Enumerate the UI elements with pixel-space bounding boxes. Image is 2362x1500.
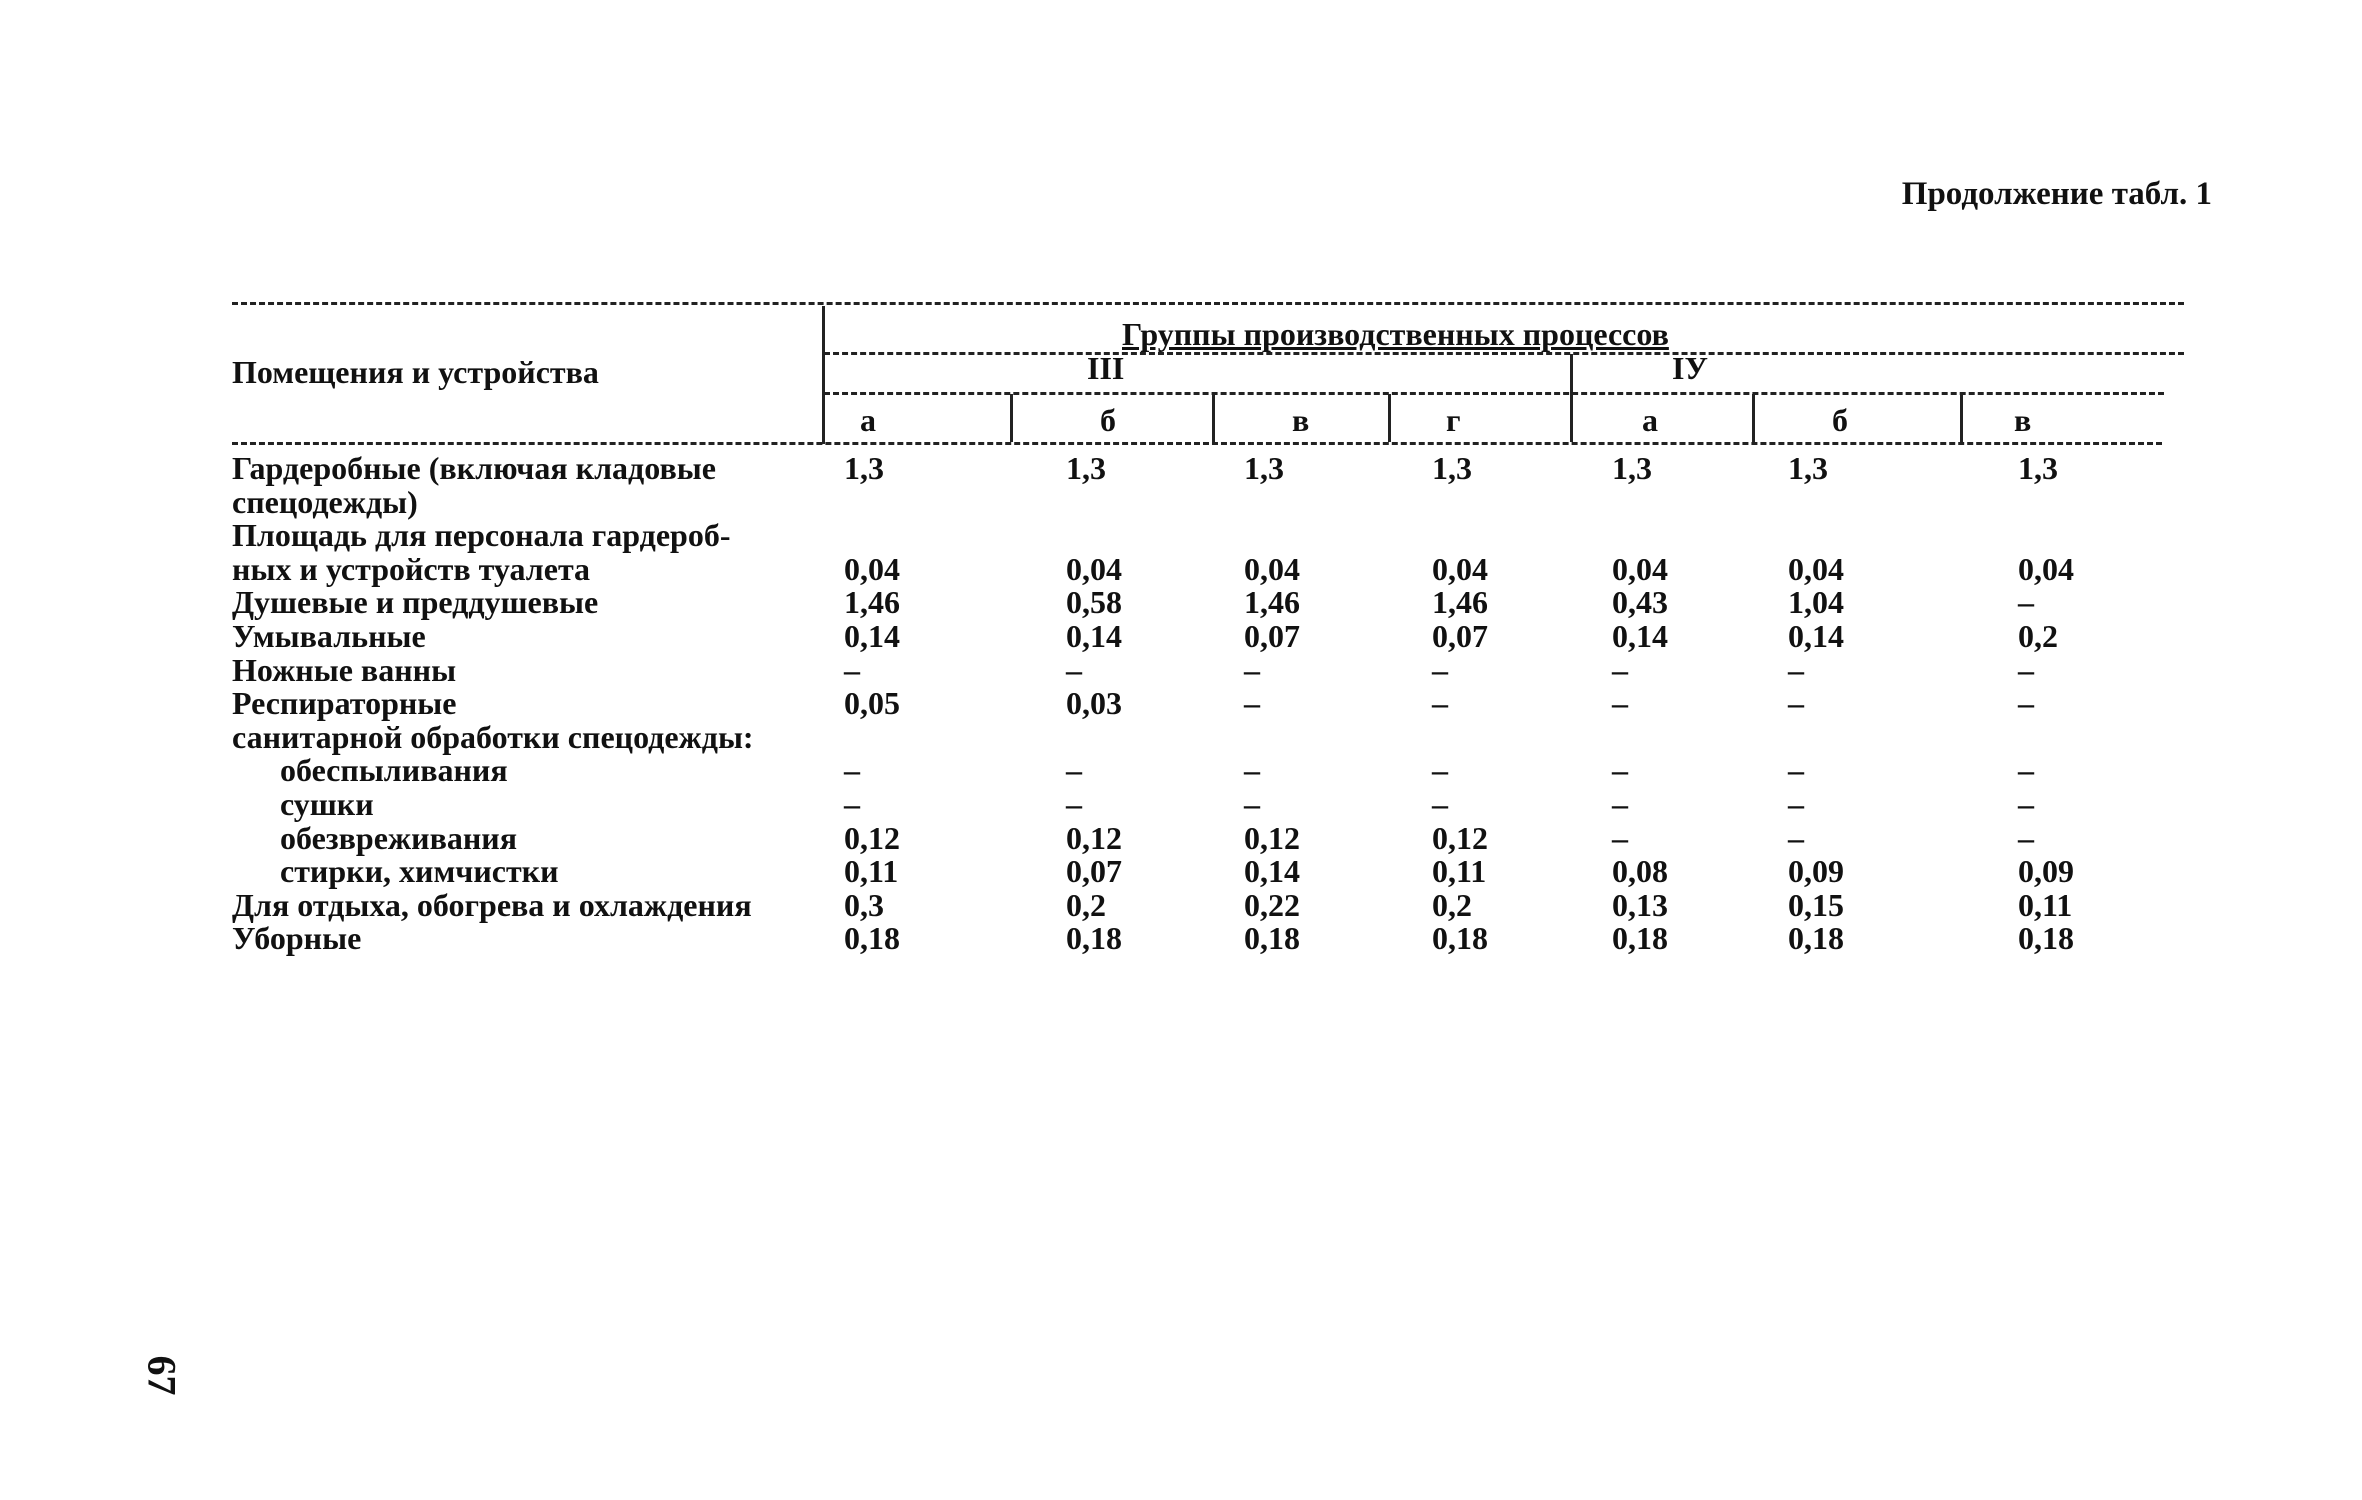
table-cell: 0,18	[1244, 920, 1300, 957]
table-cell: 0,09	[1788, 853, 1844, 890]
table-cell: 0,18	[1432, 920, 1488, 957]
table-cell: 0,13	[1612, 886, 1668, 923]
table-row	[232, 519, 2184, 586]
row-label	[232, 586, 822, 620]
table-cell: 0,11	[1432, 853, 1487, 890]
table-cell: 0,12	[1066, 819, 1122, 856]
row-label-line: Умывальные	[232, 617, 426, 654]
table-cell: 0,04	[1788, 550, 1844, 587]
table-cell: 0,03	[1066, 685, 1122, 722]
row-label	[232, 519, 822, 586]
table-cell: 0,04	[1612, 550, 1668, 587]
table-cell: 0,2	[1432, 886, 1472, 923]
table-cell: –	[1788, 685, 1804, 722]
table-cell: 0,18	[2018, 920, 2074, 957]
group-header: Группы производственных процессов	[1122, 316, 1669, 352]
group-label-iv: IУ	[1672, 350, 1708, 386]
table-cell: 0,18	[1788, 920, 1844, 957]
table-cell: –	[1432, 651, 1448, 688]
table-cell: 0,12	[844, 819, 900, 856]
table-cell: –	[2018, 819, 2034, 856]
table-cell: 0,15	[1788, 886, 1844, 923]
table-row	[232, 617, 2184, 654]
table-row	[232, 651, 2184, 688]
table-cell: 0,09	[2018, 853, 2074, 890]
table-row	[232, 819, 2184, 856]
row-label-line: Гардеробные (включая кладовые	[232, 450, 716, 486]
row-label	[232, 855, 822, 889]
table-cell: –	[1432, 752, 1448, 789]
table-cell: –	[1066, 785, 1082, 822]
table-caption: Продолжение табл. 1	[1901, 176, 2212, 212]
table-cell: –	[1612, 819, 1628, 856]
table-cell: –	[1244, 651, 1260, 688]
table-cell: 1,3	[844, 450, 884, 486]
table-cell: 0,04	[844, 550, 900, 587]
header-divider	[822, 306, 825, 444]
table-cell: 0,3	[844, 886, 884, 923]
table-cell: 1,46	[1244, 584, 1300, 621]
column-divider	[1010, 394, 1013, 442]
table-cell: 0,2	[2018, 617, 2058, 654]
group-label-iii: III	[1087, 350, 1125, 386]
row-label	[232, 718, 822, 755]
row-label	[232, 687, 822, 721]
row-label	[232, 651, 822, 688]
table-cell: –	[844, 785, 860, 822]
table-row	[232, 754, 2184, 788]
row-label	[232, 922, 822, 956]
table-cell: –	[1612, 785, 1628, 822]
table-row	[232, 452, 2184, 519]
table-cell: –	[1432, 685, 1448, 722]
table-cell: –	[2018, 584, 2034, 621]
table-cell: –	[1066, 752, 1082, 789]
row-label-line: обеспыливания	[280, 752, 508, 789]
table-cell: 0,43	[1612, 584, 1668, 621]
column-divider	[1960, 394, 1963, 442]
table-cell: 1,3	[1066, 450, 1106, 486]
table-row	[232, 886, 2184, 923]
row-label-line: сушки	[280, 785, 374, 822]
table-cell: 0,14	[844, 617, 900, 654]
table-cell: –	[1788, 785, 1804, 822]
row-label-line: Площадь для персонала гардероб-	[232, 517, 731, 554]
table-cell: –	[2018, 685, 2034, 722]
table-cell: 0,11	[844, 853, 899, 890]
row-label-line: Ножные ванны	[232, 651, 457, 688]
header-bottom-rule	[232, 442, 2162, 445]
table-cell: –	[1788, 651, 1804, 688]
table-cell: 0,2	[1066, 886, 1106, 923]
row-label	[232, 886, 822, 923]
row-label-line: обезвреживания	[280, 819, 518, 856]
table-cell: –	[2018, 752, 2034, 789]
table-cell: 0,07	[1066, 853, 1122, 890]
table-cell: –	[1788, 752, 1804, 789]
table-row	[232, 785, 2184, 822]
table-cell: –	[1244, 685, 1260, 722]
table-cell: 1,3	[2018, 450, 2058, 486]
subheader-iii-a: а	[860, 402, 876, 438]
table-cell: –	[1244, 752, 1260, 789]
row-label-line: санитарной обработки спецодежды:	[232, 718, 754, 755]
table-cell: 0,12	[1244, 819, 1300, 856]
table-cell: 0,18	[844, 920, 900, 957]
table-cell: –	[1612, 685, 1628, 722]
table-cell: 1,04	[1788, 584, 1844, 621]
table-cell: 0,04	[2018, 550, 2074, 587]
table-cell: –	[1244, 785, 1260, 822]
table-cell: 0,18	[1612, 920, 1668, 957]
table-cell: 0,14	[1612, 617, 1668, 654]
table-cell: 0,11	[2018, 886, 2073, 923]
table-cell: 0,12	[1432, 819, 1488, 856]
table-cell: 0,08	[1612, 853, 1668, 890]
table-cell: 1,3	[1244, 450, 1284, 486]
table-cell: –	[1612, 651, 1628, 688]
row-label	[232, 819, 822, 856]
row-label	[232, 785, 822, 822]
row-label-line: ных и устройств туалета	[232, 550, 591, 587]
subheader-iv-a: а	[1642, 402, 1658, 438]
table-cell: 0,14	[1066, 617, 1122, 654]
table-row	[232, 687, 2184, 721]
table-cell: –	[1612, 752, 1628, 789]
table-cell: –	[2018, 785, 2034, 822]
table-row	[232, 718, 2184, 755]
table-cell: 0,07	[1432, 617, 1488, 654]
table-cell: 0,04	[1244, 550, 1300, 587]
row-label-line: стирки, химчистки	[280, 853, 559, 890]
table-cell: 0,07	[1244, 617, 1300, 654]
table-cell: 1,46	[844, 584, 900, 621]
group-divider	[1570, 354, 1573, 442]
subheader-iii-v: в	[1292, 402, 1310, 438]
table-row	[232, 922, 2184, 956]
subheader-iv-b: б	[1832, 402, 1848, 438]
row-label	[232, 754, 822, 788]
table-cell: 0,18	[1066, 920, 1122, 957]
table-cell: 0,04	[1066, 550, 1122, 587]
row-label-line: Для отдыха, обогрева и охлаждения	[232, 886, 752, 923]
table-cell: 0,04	[1432, 550, 1488, 587]
subheader-iii-g: г	[1446, 402, 1461, 438]
table-cell: 1,3	[1612, 450, 1652, 486]
row-label-line: спецодежды)	[232, 483, 418, 520]
row-label-line: Уборные	[232, 920, 362, 957]
row-label	[232, 617, 822, 654]
row-label-line: Душевые и преддушевые	[232, 584, 599, 621]
table-cell: –	[844, 651, 860, 688]
table-row	[232, 586, 2184, 620]
table-cell: 1,3	[1432, 450, 1472, 486]
table-cell: –	[2018, 651, 2034, 688]
table-cell: –	[844, 752, 860, 789]
table-cell: 0,58	[1066, 584, 1122, 621]
table-cell: 1,46	[1432, 584, 1488, 621]
table-cell: 0,14	[1788, 617, 1844, 654]
table-cell: 1,3	[1788, 450, 1828, 486]
table-cell: 0,14	[1244, 853, 1300, 890]
row-label	[232, 452, 822, 519]
table-row	[232, 855, 2184, 889]
column-divider	[1388, 394, 1391, 442]
table-cell: 0,05	[844, 685, 900, 722]
table-cell: –	[1432, 785, 1448, 822]
table-cell: –	[1066, 651, 1082, 688]
page-number: 67	[139, 1355, 185, 1396]
table-cell: 0,22	[1244, 886, 1300, 923]
row-label-line: Респираторные	[232, 685, 457, 722]
subheader-iii-b: б	[1100, 402, 1116, 438]
table-cell: –	[1788, 819, 1804, 856]
table-body	[232, 452, 2184, 956]
table-top-rule	[232, 302, 2184, 305]
subheader-iv-v: в	[2014, 402, 2032, 438]
row-header: Помещения и устройства	[232, 354, 599, 390]
column-divider	[1752, 394, 1755, 442]
column-divider	[1212, 394, 1215, 442]
subgroup-rule	[824, 392, 2164, 395]
